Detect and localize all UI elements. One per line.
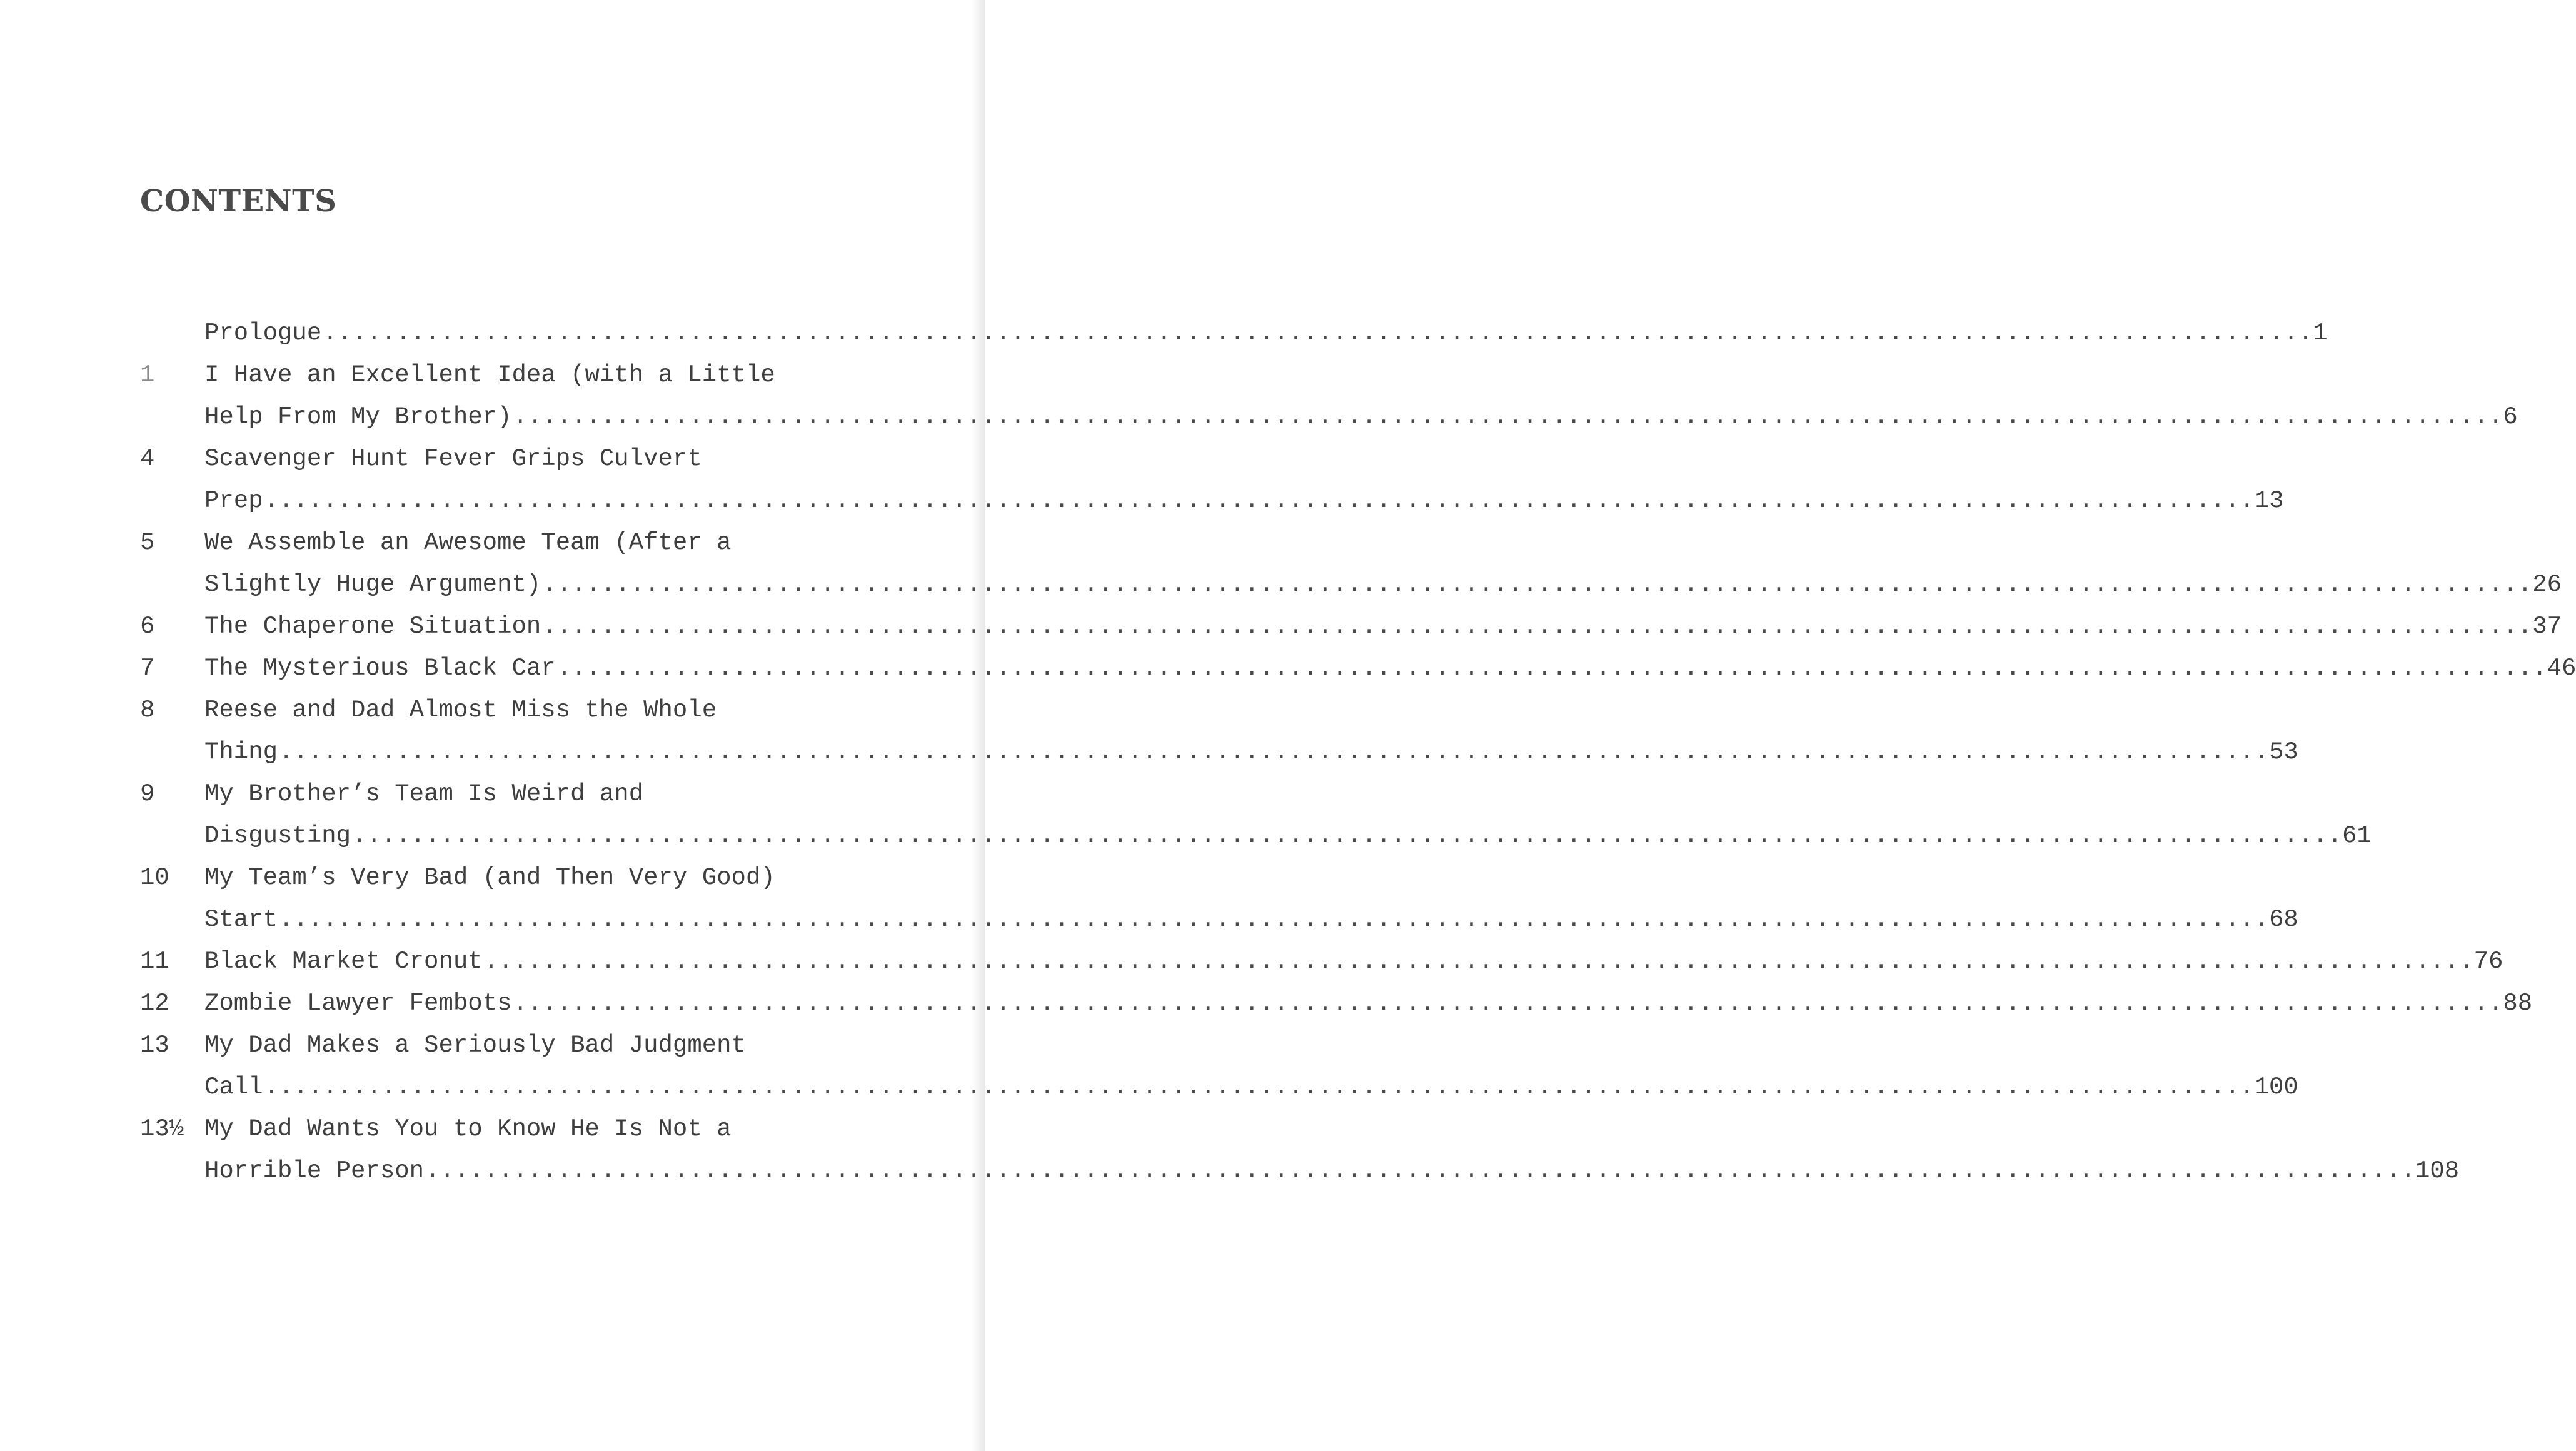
page-number: 37 xyxy=(2532,613,2562,640)
toc-entry xyxy=(140,1025,2298,1108)
chapter-title-line: Scavenger Hunt Fever Grips Culvert xyxy=(204,445,702,473)
chapter-title-text: Prep xyxy=(204,487,263,515)
chapter-title-text: The Mysterious Black Car xyxy=(204,655,556,682)
page-number: 108 xyxy=(2415,1157,2460,1185)
dot-leader: ........................................................................................................................................ xyxy=(264,1073,2255,1101)
chapter-title-final-line xyxy=(204,648,2576,690)
chapter-title-final-line xyxy=(204,606,2562,648)
page-number: 13 xyxy=(2254,487,2284,515)
dot-leader: ........................................................................................................................................ xyxy=(542,613,2533,640)
chapter-number: 8 xyxy=(140,696,155,724)
chapter-number: 4 xyxy=(140,445,155,473)
chapter-title-final-line xyxy=(204,731,2298,773)
chapter-title-final-line xyxy=(204,480,2284,522)
chapter-title-final-line xyxy=(204,815,2372,857)
chapter-title xyxy=(204,648,2576,690)
chapter-title-final-line xyxy=(204,941,2503,983)
chapter-title xyxy=(204,690,2298,773)
chapter-number: 6 xyxy=(140,613,155,640)
chapter-title xyxy=(204,857,2298,941)
toc-entry xyxy=(140,522,2562,606)
chapter-number: 5 xyxy=(140,529,155,556)
chapter-title-final-line xyxy=(204,983,2533,1025)
chapter-title-final-line xyxy=(204,396,2518,438)
toc-entry xyxy=(140,438,2284,522)
chapter-title-line: My Brother’s Team Is Weird and xyxy=(204,780,644,808)
page-edge-shadow xyxy=(972,0,985,1451)
chapter-title-final-line xyxy=(204,313,2328,354)
dot-leader: ........................................................................................................................................ xyxy=(279,738,2269,766)
chapter-title-line: My Dad Makes a Seriously Bad Judgment xyxy=(204,1032,746,1059)
chapter-title-final-line xyxy=(204,899,2298,941)
page-number: 46 xyxy=(2547,655,2576,682)
chapter-title-text: Black Market Cronut xyxy=(204,948,483,975)
page-number: 1 xyxy=(2313,319,2328,347)
chapter-title-text: Horrible Person xyxy=(204,1157,425,1185)
toc-entry xyxy=(140,773,2372,857)
toc-entry xyxy=(140,1108,2460,1192)
chapter-title-line: My Dad Wants You to Know He Is Not a xyxy=(204,1115,732,1143)
chapter-title xyxy=(204,941,2503,983)
page-number: 88 xyxy=(2503,990,2533,1017)
chapter-title-text: Thing xyxy=(204,738,278,766)
toc-entry xyxy=(140,983,2533,1025)
toc-entry xyxy=(140,857,2298,941)
chapter-title xyxy=(204,1025,2298,1108)
chapter-title-line: I Have an Excellent Idea (with a Little xyxy=(204,361,775,389)
chapter-number: 10 xyxy=(140,864,169,891)
page-number: 26 xyxy=(2532,571,2562,598)
chapter-title xyxy=(204,522,2562,606)
page-number: 6 xyxy=(2503,403,2518,431)
page-number: 100 xyxy=(2254,1073,2298,1101)
chapter-title-text: Disgusting xyxy=(204,822,351,850)
chapter-number: 11 xyxy=(140,948,169,975)
page-title: CONTENTS xyxy=(140,184,337,219)
chapter-title xyxy=(204,438,2284,522)
chapter-number: 12 xyxy=(140,990,169,1017)
chapter-title-text: The Chaperone Situation xyxy=(204,613,541,640)
page-number: 53 xyxy=(2268,738,2298,766)
table-of-contents xyxy=(140,313,2576,1192)
toc-entry xyxy=(140,313,2328,354)
chapter-title xyxy=(204,354,2518,438)
chapter-number: 13 xyxy=(140,1032,169,1059)
chapter-title-final-line xyxy=(204,1150,2460,1192)
chapter-title-line: Reese and Dad Almost Miss the Whole xyxy=(204,696,717,724)
toc-entry xyxy=(140,690,2298,773)
chapter-title-final-line xyxy=(204,1067,2298,1108)
chapter-number: 7 xyxy=(140,655,155,682)
chapter-title xyxy=(204,313,2328,354)
dot-leader: ........................................................................................................................................ xyxy=(542,571,2533,598)
chapter-number: 9 xyxy=(140,780,155,808)
chapter-number: 13½ xyxy=(140,1115,184,1143)
chapter-title-text: Prologue xyxy=(204,319,322,347)
chapter-title xyxy=(204,1108,2460,1192)
chapter-title xyxy=(204,773,2372,857)
chapter-title-final-line xyxy=(204,564,2562,606)
chapter-title xyxy=(204,983,2533,1025)
page-number: 76 xyxy=(2473,948,2503,975)
chapter-title-text: Zombie Lawyer Fembots xyxy=(204,990,512,1017)
chapter-number: 1 xyxy=(140,361,155,389)
page-number: 61 xyxy=(2342,822,2372,850)
dot-leader: ........................................................................................................................................ xyxy=(425,1157,2415,1185)
chapter-title xyxy=(204,606,2562,648)
dot-leader: ........................................................................................................................................ xyxy=(323,319,2313,347)
chapter-title-line: My Team’s Very Bad (and Then Very Good) xyxy=(204,864,775,891)
page-number: 68 xyxy=(2268,906,2298,933)
dot-leader: ........................................................................................................................................ xyxy=(264,487,2255,515)
dot-leader: ........................................................................................................................................ xyxy=(556,655,2547,682)
chapter-title-text: Start xyxy=(204,906,278,933)
chapter-title-text: Help From My Brother) xyxy=(204,403,512,431)
toc-entry xyxy=(140,354,2518,438)
dot-leader: ........................................................................................................................................ xyxy=(483,948,2474,975)
toc-entry xyxy=(140,941,2503,983)
toc-entry xyxy=(140,606,2562,648)
chapter-title-text: Slightly Huge Argument) xyxy=(204,571,541,598)
chapter-title-text: Call xyxy=(204,1073,263,1101)
dot-leader: ........................................................................................................................................ xyxy=(279,906,2269,933)
dot-leader: ........................................................................................................................................ xyxy=(513,403,2503,431)
chapter-title-line: We Assemble an Awesome Team (After a xyxy=(204,529,732,556)
toc-entry xyxy=(140,648,2576,690)
dot-leader: ........................................................................................................................................ xyxy=(513,990,2503,1017)
dot-leader: ........................................................................................................................................ xyxy=(352,822,2342,850)
